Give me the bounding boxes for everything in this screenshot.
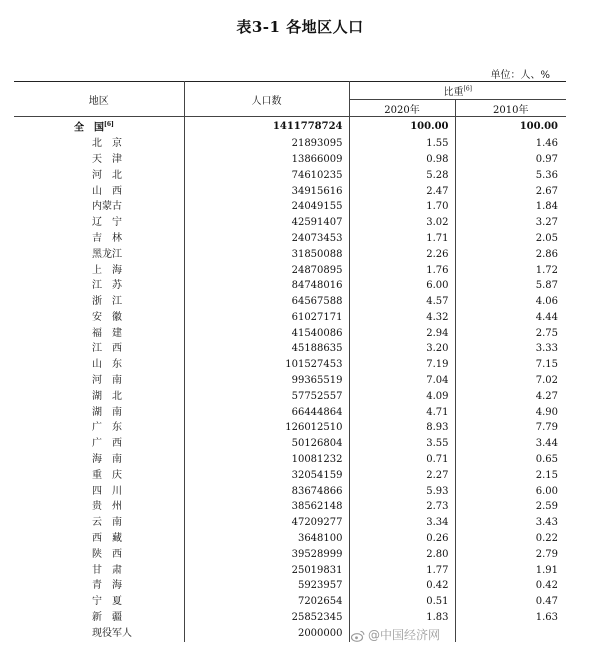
share-2020-value: 8.93: [349, 420, 455, 436]
share-2010-value: 1.84: [535, 201, 558, 213]
share-2010-value: 2.05: [535, 232, 558, 244]
table-row: [14, 405, 566, 421]
table-row: [14, 594, 566, 610]
share-2010-value: [455, 626, 566, 642]
region-name: 吉 林: [14, 231, 184, 247]
share-2020-value: 1.70: [349, 199, 455, 215]
population-value: 50126804: [184, 436, 349, 452]
table-row: [14, 184, 566, 200]
share-2020-value: 3.34: [349, 515, 455, 531]
region-name: 甘 肃: [14, 563, 184, 579]
region-name: [14, 117, 184, 137]
share-2020-value: 7.04: [349, 373, 455, 389]
table-row: [14, 420, 566, 436]
watermark-text: @中国经济网: [367, 628, 440, 642]
table-row: [14, 389, 566, 405]
share-2020-value: 2.73: [349, 499, 455, 515]
table-row: [14, 578, 566, 594]
region-name: 江 苏: [14, 278, 184, 294]
table-row: [14, 247, 566, 263]
share-2020-value: 5.28: [349, 168, 455, 184]
share-2010-value: 2.75: [535, 327, 558, 339]
table-row: [14, 231, 566, 247]
share-2020-value: 4.71: [349, 405, 455, 421]
population-value: 66444864: [184, 405, 349, 421]
population-value: 25019831: [184, 563, 349, 579]
population-value: 61027171: [184, 310, 349, 326]
watermark: [351, 626, 440, 643]
population-value: 5923957: [184, 578, 349, 594]
share-2010-value: 2.15: [535, 469, 558, 481]
share-2020-value: 2.26: [349, 247, 455, 263]
share-2010-value: 3.43: [535, 517, 558, 529]
header-2020: 2020年: [349, 100, 455, 117]
share-2010-value: 0.47: [535, 596, 558, 608]
population-value: 1411778724: [184, 117, 349, 137]
header-share-note: [6]: [463, 85, 472, 93]
share-2020-value: 1.55: [349, 136, 455, 152]
weibo-icon: [351, 630, 365, 642]
share-2020-value: 100.00: [349, 117, 455, 137]
region-name: 西 藏: [14, 531, 184, 547]
share-2020-value: 0.51: [349, 594, 455, 610]
region-name: 河 南: [14, 373, 184, 389]
share-2010-value: 5.36: [535, 169, 558, 181]
population-value: 126012510: [184, 420, 349, 436]
population-value: 41540086: [184, 326, 349, 342]
region-name: 青 海: [14, 578, 184, 594]
table-row: [14, 278, 566, 294]
population-value: 24870895: [184, 263, 349, 279]
share-2010-value: 3.27: [535, 217, 558, 229]
header-2010: 2010年: [455, 100, 566, 117]
header-region: 地区: [14, 82, 184, 117]
table-row: [14, 341, 566, 357]
population-value: 42591407: [184, 215, 349, 231]
share-2020-value: 1.83: [349, 610, 455, 626]
region-name: 现役军人: [14, 626, 184, 642]
population-value: 25852345: [184, 610, 349, 626]
region-name: 江 西: [14, 341, 184, 357]
share-2010-value: 4.06: [535, 296, 558, 308]
table-row: [14, 436, 566, 452]
population-value: 47209277: [184, 515, 349, 531]
table-row: [14, 357, 566, 373]
region-name: 宁 夏: [14, 594, 184, 610]
table-row: [14, 294, 566, 310]
table-row: [14, 531, 566, 547]
share-2010-value: 100.00: [519, 120, 558, 132]
region-name: 辽 宁: [14, 215, 184, 231]
population-value: 45188635: [184, 341, 349, 357]
region-name: 黑龙江: [14, 247, 184, 263]
table-row: [14, 468, 566, 484]
share-2010-value: 2.86: [535, 248, 558, 260]
share-2010-value: 7.15: [535, 359, 558, 371]
region-name: 河 北: [14, 168, 184, 184]
national-note: [6]: [104, 121, 114, 128]
region-name: 云 南: [14, 515, 184, 531]
table-row: [14, 168, 566, 184]
table-row: [14, 452, 566, 468]
table-row: [14, 136, 566, 152]
table-row: [14, 263, 566, 279]
table-row: [14, 310, 566, 326]
region-name: 四 川: [14, 484, 184, 500]
region-name: 浙 江: [14, 294, 184, 310]
population-value: 2000000: [184, 626, 349, 642]
share-2010-value: 0.42: [535, 580, 558, 592]
share-2010-value: 1.72: [535, 264, 558, 276]
header-population: 人口数: [184, 82, 349, 117]
share-2010-value: 3.33: [535, 343, 558, 355]
population-table: [14, 81, 566, 642]
population-value: 32054159: [184, 468, 349, 484]
region-name: 北 京: [14, 136, 184, 152]
share-2020-value: 3.02: [349, 215, 455, 231]
population-value: 3648100: [184, 531, 349, 547]
population-value: 99365519: [184, 373, 349, 389]
table-row: [14, 326, 566, 342]
table-row: [14, 215, 566, 231]
table-row-national: [14, 117, 566, 137]
region-name: 湖 北: [14, 389, 184, 405]
population-value: 74610235: [184, 168, 349, 184]
share-2020-value: 0.42: [349, 578, 455, 594]
share-2020-value: 3.20: [349, 341, 455, 357]
share-2020-value: 2.94: [349, 326, 455, 342]
share-2020-value: 1.77: [349, 563, 455, 579]
share-2020-value: 4.09: [349, 389, 455, 405]
table-row: [14, 499, 566, 515]
table-row: [14, 373, 566, 389]
region-name: 山 西: [14, 184, 184, 200]
share-2010-value: 5.87: [535, 280, 558, 292]
table-row: [14, 563, 566, 579]
population-value: 13866009: [184, 152, 349, 168]
table-row: [14, 484, 566, 500]
share-2010-value: 1.46: [535, 138, 558, 150]
share-2020-value: 5.93: [349, 484, 455, 500]
population-value: 57752557: [184, 389, 349, 405]
share-2010-value: 4.27: [535, 390, 558, 402]
share-2020-value: 2.80: [349, 547, 455, 563]
table-body: [14, 117, 566, 642]
region-name: 福 建: [14, 326, 184, 342]
region-name: 广 西: [14, 436, 184, 452]
share-2010-value: 1.91: [535, 564, 558, 576]
table-row: [14, 610, 566, 626]
population-value: 64567588: [184, 294, 349, 310]
population-value: 83674866: [184, 484, 349, 500]
population-value: 39528999: [184, 547, 349, 563]
share-2020-value: 2.27: [349, 468, 455, 484]
table-row: [14, 152, 566, 168]
share-2020-value: 0.71: [349, 452, 455, 468]
share-2010-value: 2.59: [535, 501, 558, 513]
population-value: 10081232: [184, 452, 349, 468]
page-title: 表3-1 各地区人口: [236, 18, 364, 36]
share-2010-value: 2.79: [535, 548, 558, 560]
region-name: 重 庆: [14, 468, 184, 484]
region-name: 广 东: [14, 420, 184, 436]
share-2010-value: 7.79: [535, 422, 558, 434]
region-name: 新 疆: [14, 610, 184, 626]
share-2020-value: 4.57: [349, 294, 455, 310]
population-value: 31850088: [184, 247, 349, 263]
share-2020-value: 2.47: [349, 184, 455, 200]
population-value: 7202654: [184, 594, 349, 610]
region-name: 陕 西: [14, 547, 184, 563]
region-name: 山 东: [14, 357, 184, 373]
share-2020-value: 6.00: [349, 278, 455, 294]
population-value: 101527453: [184, 357, 349, 373]
population-value: 24049155: [184, 199, 349, 215]
region-name: 海 南: [14, 452, 184, 468]
share-2020-value: 0.26: [349, 531, 455, 547]
table-row: [14, 199, 566, 215]
unit-label: 单位：人、%: [490, 70, 550, 81]
table-row: [14, 626, 566, 642]
population-value: 24073453: [184, 231, 349, 247]
header-share-label: 比重: [443, 87, 464, 98]
population-value: 84748016: [184, 278, 349, 294]
share-2010-value: 3.44: [535, 438, 558, 450]
share-2020-value: 3.55: [349, 436, 455, 452]
region-name: 上 海: [14, 263, 184, 279]
population-value: 21893095: [184, 136, 349, 152]
share-2010-value: 0.65: [535, 454, 558, 466]
table-row: [14, 547, 566, 563]
share-2020-value: 1.76: [349, 263, 455, 279]
region-name: 天 津: [14, 152, 184, 168]
share-2010-value: 0.22: [535, 533, 558, 545]
share-2010-value: 1.63: [535, 612, 558, 624]
header-share: [349, 82, 566, 100]
table-row: [14, 515, 566, 531]
region-name: 内蒙古: [14, 199, 184, 215]
population-value: 34915616: [184, 184, 349, 200]
share-2010-value: 4.90: [535, 406, 558, 418]
population-value: 38562148: [184, 499, 349, 515]
share-2020-value: 0.98: [349, 152, 455, 168]
region-name: 湖 南: [14, 405, 184, 421]
region-name: 贵 州: [14, 499, 184, 515]
share-2020-value: 1.71: [349, 231, 455, 247]
share-2020-value: 7.19: [349, 357, 455, 373]
region-name: 安 徽: [14, 310, 184, 326]
share-2010-value: 2.67: [535, 185, 558, 197]
share-2010-value: 4.44: [535, 311, 558, 323]
share-2010-value: 6.00: [535, 485, 558, 497]
data-table: [14, 81, 566, 642]
share-2010-value: 7.02: [535, 375, 558, 387]
share-2020-value: 4.32: [349, 310, 455, 326]
share-2010-value: 0.97: [535, 153, 558, 165]
national-label: 全 国: [74, 122, 104, 134]
